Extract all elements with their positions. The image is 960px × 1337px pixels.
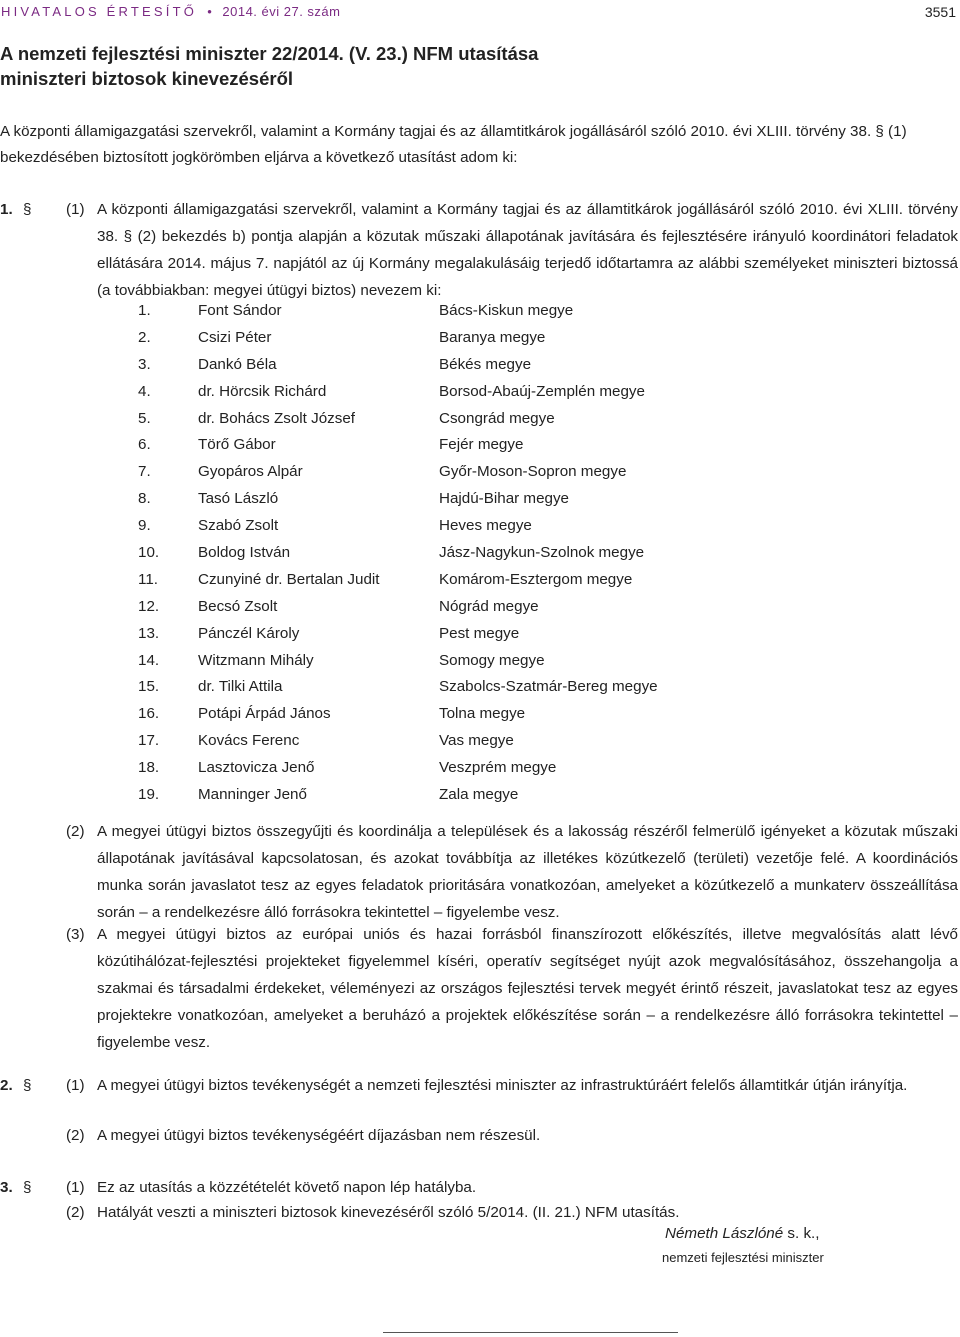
commissioner-county: Baranya megye — [439, 328, 546, 346]
section-2-p2-text: A megyei útügyi biztos tevékenységéért díjazásban nem részesül. — [97, 1127, 541, 1144]
commissioner-number: 18. — [138, 759, 160, 777]
commissioner-number: 8. — [138, 490, 151, 508]
commissioner-number: 17. — [138, 732, 160, 750]
header-journal-info — [1, 4, 341, 19]
commissioner-county: Szabolcs-Szatmár-Bereg megye — [439, 678, 658, 696]
commissioner-county: Fejér megye — [439, 436, 524, 454]
commissioner-number: 14. — [138, 651, 160, 669]
commissioner-county: Győr-Moson-Sopron megye — [439, 463, 627, 481]
section-1-p3-text: A megyei útügyi biztos az európai uniós és hazai forrásból finanszírozott előkészítés, illetve megvalósítás alatt lévő közútihálózat-fejlesztési projekteket figyelemmel kíséri, operatív segítséget nyújt azok megvalósításához, összehangolja a szakmai és társadalmi érdekeket, véleményezi az országos fejlesztési tervek megyét érintő részeit, javaslatokat tesz az egyes projektekre vonatkozóan, amelyeket a beruházó a projektek előkészítése során – a rendelkezésre álló forrásokra tekintettel – figyelembe vesz. — [97, 926, 958, 1051]
commissioner-name: Becsó Zsolt — [198, 597, 278, 615]
commissioner-number: 6. — [138, 436, 151, 454]
commissioner-name: Witzmann Mihály — [198, 651, 314, 669]
commissioner-number: 5. — [138, 409, 151, 427]
signature-name — [665, 1225, 820, 1242]
commissioner-county: Zala megye — [439, 786, 519, 804]
commissioner-number: 13. — [138, 624, 160, 642]
section-sign: § — [23, 1077, 32, 1094]
section-1-p2-text: A megyei útügyi biztos összegyűjti és koordinálja a települések és a lakosság részéről felmerülő igényeket a közutak műszaki állapotának javításával kapcsolatosan, és azokat továbbítja az illetékes közútkezelő (területi) vezetője felé. A koordinációs munka során javaslatot tesz az egyes feladatok prioritására vonatkozóan, amelyeket a közútkezelő a munkaterv összeállítása során – a rendelkezésre álló forrásokra tekintettel – figyelembe vesz. — [97, 823, 958, 921]
section-2-p1-label: (1) — [66, 1077, 85, 1094]
commissioner-county: Heves megye — [439, 517, 532, 535]
commissioner-number: 11. — [138, 570, 158, 588]
commissioner-name: Lasztovicza Jenő — [198, 759, 315, 777]
commissioner-number: 19. — [138, 786, 160, 804]
commissioner-county: Békés megye — [439, 355, 532, 373]
document-title — [0, 42, 538, 91]
commissioner-number: 1. — [138, 302, 151, 319]
section-2-p1-text: A megyei útügyi biztos tevékenységét a nemzeti fejlesztési miniszter az infrastruktúráért felelős államtitkár útján irányítja. — [97, 1077, 908, 1094]
commissioner-name: Czunyiné dr. Bertalan Judit — [198, 570, 380, 588]
commissioner-county: Pest megye — [439, 624, 520, 642]
signer-title: nemzeti fejlesztési miniszter — [662, 1250, 824, 1265]
commissioner-county: Borsod-Abaúj-Zemplén megye — [439, 382, 645, 400]
commissioner-name: Csizi Péter — [198, 328, 272, 346]
commissioner-name: dr. Hörcsik Richárd — [198, 382, 327, 400]
commissioner-name: Boldog István — [198, 544, 291, 562]
commissioner-county: Csongrád megye — [439, 409, 555, 427]
commissioner-number: 2. — [138, 328, 151, 346]
commissioner-number: 4. — [138, 382, 151, 400]
commissioner-county: Nógrád megye — [439, 597, 539, 615]
section-1-number: 1. — [0, 201, 13, 218]
commissioner-name: Gyopáros Alpár — [198, 463, 303, 481]
intro-paragraph: A központi államigazgatási szervekről, valamint a Kormány tagjai és az államtitkárok jogállásáról szóló 2010. évi XLIII. törvény 38. § (1) bekezdésében biztosított jogkörömben eljárva a következő utasítást adom ki: — [0, 123, 907, 166]
commissioner-number: 9. — [138, 517, 151, 535]
section-3-number: 3. — [0, 1179, 13, 1196]
commissioner-county: Bács-Kiskun megye — [439, 302, 574, 319]
commissioner-number: 3. — [138, 355, 151, 373]
commissioner-number: 15. — [138, 678, 160, 696]
section-2-number: 2. — [0, 1077, 13, 1094]
commissioner-name: dr. Tilki Attila — [198, 678, 283, 696]
section-sign: § — [23, 201, 32, 218]
page-number: 3551 — [924, 4, 956, 20]
commissioner-name: Dankó Béla — [198, 355, 277, 373]
commissioner-name: dr. Bohács Zsolt József — [198, 409, 356, 427]
section-3-p2-text: Hatályát veszti a miniszteri biztosok kinevezéséről szóló 5/2014. (II. 21.) NFM utasítás. — [97, 1204, 680, 1221]
commissioner-name: Font Sándor — [198, 302, 282, 319]
page-header — [0, 4, 960, 24]
section-3-p1-text: Ez az utasítás a közzétételét követő napon lép hatályba. — [97, 1179, 477, 1196]
section-1-p1-text: A központi államigazgatási szervekről, valamint a Kormány tagjai és az államtitkárok jogállásáról szóló 2010. évi XLIII. törvény 38. § (2) bekezdés b) pontja alapján a közutak műszaki állapotának javítására és fejlesztésére irányuló koordinátori feladatok ellátására 2014. május 7. napjától az új Kormány megalakulásáig terjedő időtartamra az alábbi személyeket miniszteri biztossá (a továbbiakban: megyei útügyi biztos) nevezem ki: — [97, 201, 958, 299]
commissioner-name: Kovács Ferenc — [198, 732, 300, 750]
commissioner-county: Komárom-Esztergom megye — [439, 570, 633, 588]
commissioner-name: Szabó Zsolt — [198, 517, 279, 535]
section-1 — [0, 196, 958, 299]
signer-name: Németh Lászlóné — [665, 1225, 784, 1242]
issue-label: 2014. évi 27. szám — [222, 4, 341, 19]
commissioner-name: Manninger Jenő — [198, 786, 307, 804]
header-separator: • — [207, 4, 213, 19]
commissioner-name: Törő Gábor — [198, 436, 276, 454]
section-2-p2-label: (2) — [66, 1127, 85, 1144]
commissioner-county: Somogy megye — [439, 651, 545, 669]
section-1-p1-label: (1) — [66, 201, 85, 218]
commissioner-name: Tasó László — [198, 490, 279, 508]
footer-divider — [383, 1332, 678, 1333]
section-sign: § — [23, 1179, 32, 1196]
commissioner-name: Potápi Árpád János — [198, 705, 331, 723]
title-line-1: A nemzeti fejlesztési miniszter 22/2014. (V. 23.) NFM utasítása — [0, 43, 539, 64]
commissioner-county: Veszprém megye — [439, 759, 557, 777]
commissioner-county: Tolna megye — [439, 705, 526, 723]
commissioner-number: 10. — [138, 544, 160, 562]
title-line-2: miniszteri biztosok kinevezéséről — [0, 67, 294, 89]
commissioner-number: 12. — [138, 597, 160, 615]
section-1-p2-label: (2) — [66, 823, 85, 840]
commissioner-name: Pánczél Károly — [198, 624, 300, 642]
commissioner-county: Jász-Nagykun-Szolnok megye — [439, 544, 645, 562]
section-3-p1-label: (1) — [66, 1179, 85, 1196]
section-1-p3-label: (3) — [66, 926, 85, 943]
commissioner-number: 16. — [138, 705, 160, 723]
commissioner-county: Hajdú-Bihar megye — [439, 490, 569, 508]
journal-name: HIVATALOS ÉRTESÍTŐ — [1, 4, 198, 19]
signer-suffix: s. k., — [783, 1225, 820, 1242]
commissioner-county: Vas megye — [439, 732, 514, 750]
section-3-p2-label: (2) — [66, 1204, 85, 1221]
commissioner-number: 7. — [138, 463, 151, 481]
